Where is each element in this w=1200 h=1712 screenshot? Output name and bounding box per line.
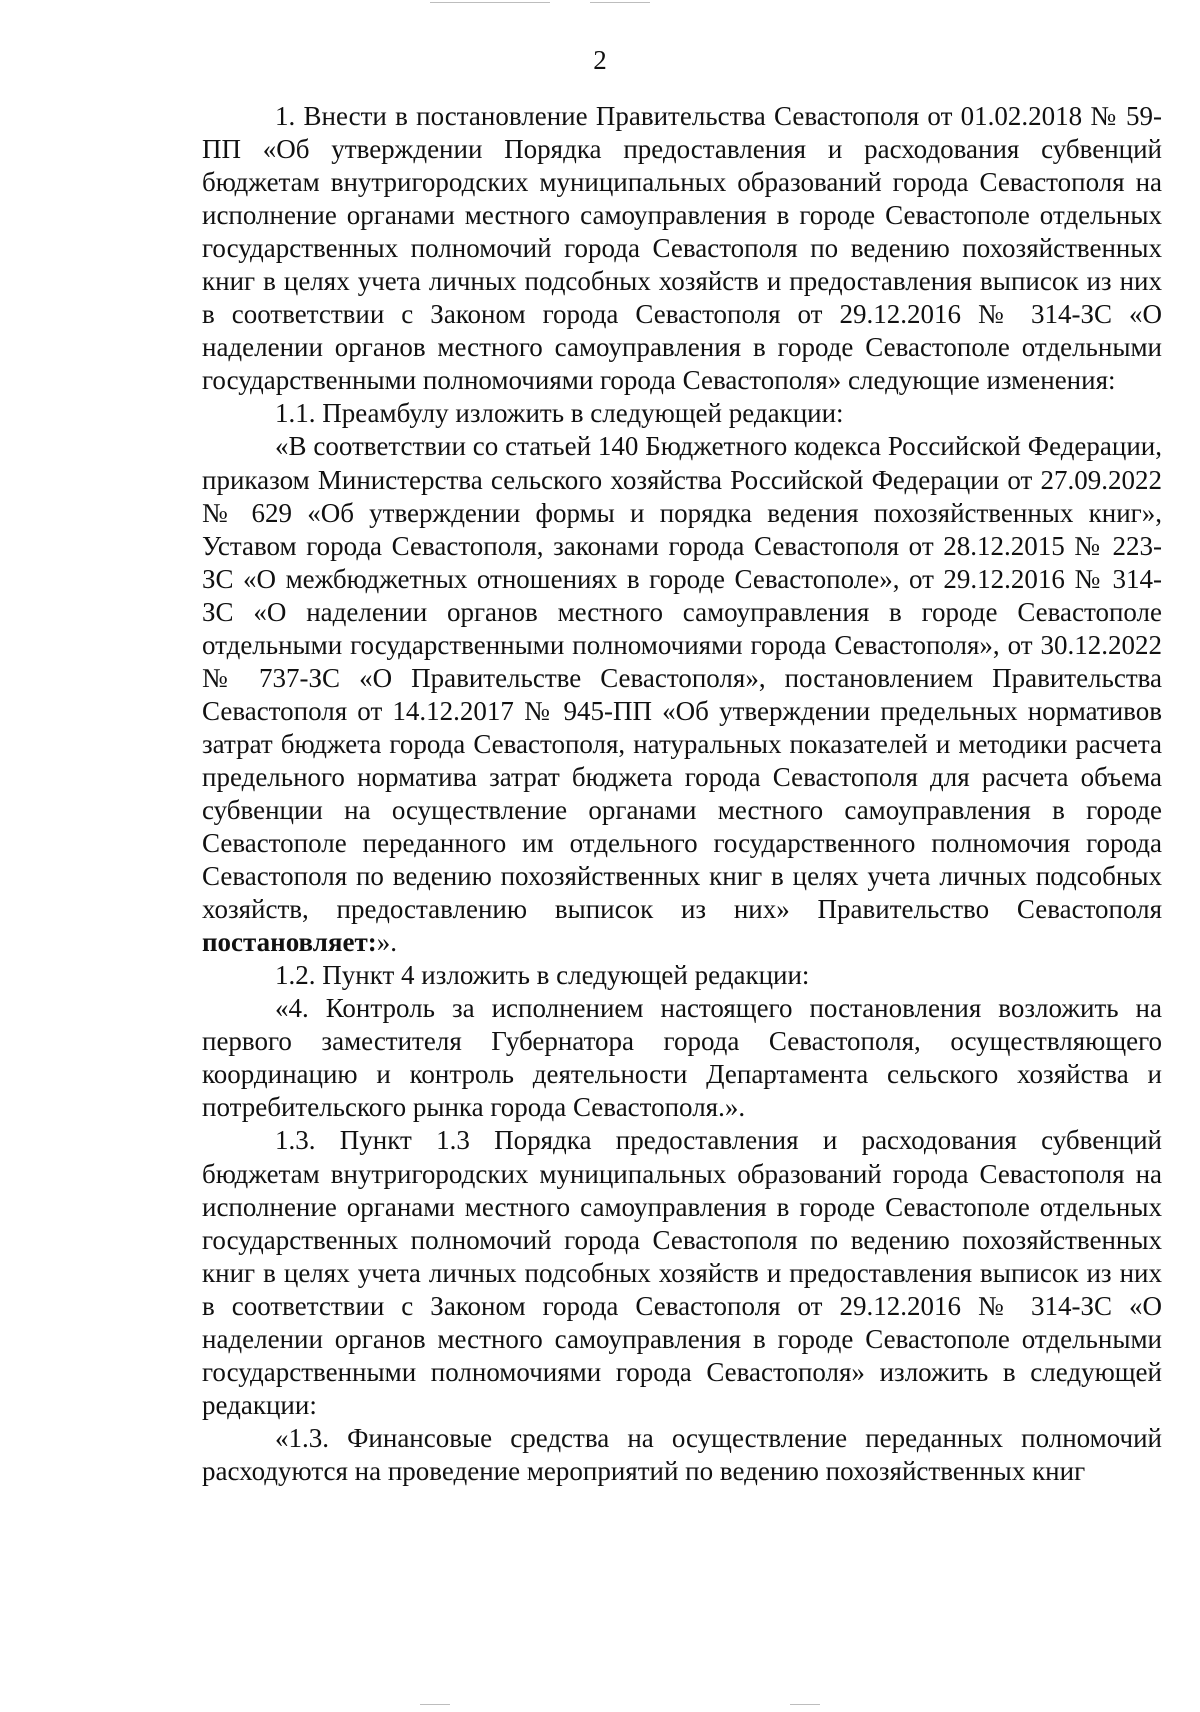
paragraph-item-1-2: 1.2. Пункт 4 изложить в следующей редакции: — [275, 960, 810, 991]
document-body — [202, 100, 1162, 1488]
paragraph-point-1-3: «1.3. Финансовые средства на осуществление переданных полномочий расходуются на проведение мероприятий по ведению похозяйственных книг — [202, 1422, 1162, 1486]
scan-artifact-top-left — [430, 2, 550, 3]
paragraph-item-1: 1. Внести в постановление Правительства Севастополя от 01.02.2018 № 59-ПП «Об утверждении Порядка предоставления и расходования субвенций бюджетам внутригородских муниципальных образований города Севастополя на исполнение органами местного самоуправления в городе Севастополе отдельных государственных полномочий города Севастополя по ведению похозяйственных книг в целях учета личных подсобных хозяйств и предоставления выписок из них в соответствии с Законом города Севастополя от 29.12.2016 № 314-ЗС «О наделении органов местного самоуправления в городе Севастополе отдельными государственными полномочиями города Севастополя» следующие изменения: — [202, 101, 1162, 396]
preamble-closing: ». — [376, 927, 397, 958]
scan-artifact-bottom-right — [790, 1704, 820, 1705]
page-number: 2 — [593, 45, 607, 75]
preamble-text: «В соответствии со статьей 140 Бюджетного кодекса Российской Федерации, приказом Министерства сельского хозяйства Российской Федерации от 27.09.2022 № 629 «Об утверждении формы и порядка ведения похозяйственных книг», Уставом города Севастополя, законами города Севастополя от 28.12.2015 № 223-ЗС «О межбюджетных отношениях в городе Севастополе», от 29.12.2016 № 314-ЗС «О наделении органов местного самоуправления в городе Севастополе отдельными государственными полномочиями города Севастополя», от 30.12.2022 № 737-ЗС «О Правительстве Севастополя», постановлением Правительства Севастополя от 14.12.2017 № 945-ПП «Об утверждении предельных нормативов затрат бюджета города Севастополя, натуральных показателей и методики расчета предельного норматива затрат бюджета города Севастополя для расчета объема субвенции на осуществление органами местного самоуправления в городе Севастополе переданного им отдельного государственного полномочия города Севастополя по ведению похозяйственных книг в целях учета личных подсобных хозяйств, предоставлению выписок из них» Правительство Севастополя — [202, 431, 1162, 925]
scan-artifact-top-right — [590, 2, 650, 3]
preamble-bold-word: постановляет: — [202, 927, 377, 958]
paragraph-point-4: «4. Контроль за исполнением настоящего постановления возложить на первого заместителя Губернатора города Севастополя, осуществляющего координацию и контроль деятельности Департамента сельского хозяйства и потребительского рынка города Севастополя.». — [202, 993, 1162, 1123]
paragraph-item-1-3: 1.3. Пункт 1.3 Порядка предоставления и расходования субвенций бюджетам внутригородских муниципальных образований города Севастополя на исполнение органами местного самоуправления в городе Севастополе отдельных государственных полномочий города Севастополя по ведению похозяйственных книг в целях учета личных подсобных хозяйств и предоставления выписок из них в соответствии с Законом города Севастополя от 29.12.2016 № 314-ЗС «О наделении органов местного самоуправления в городе Севастополе отдельными государственными полномочиями города Севастополя» изложить в следующей редакции: — [202, 1125, 1162, 1420]
paragraph-item-1-1: 1.1. Преамбулу изложить в следующей редакции: — [275, 398, 844, 429]
paragraph-preamble — [202, 430, 1162, 959]
scan-artifact-bottom-left — [420, 1704, 450, 1705]
